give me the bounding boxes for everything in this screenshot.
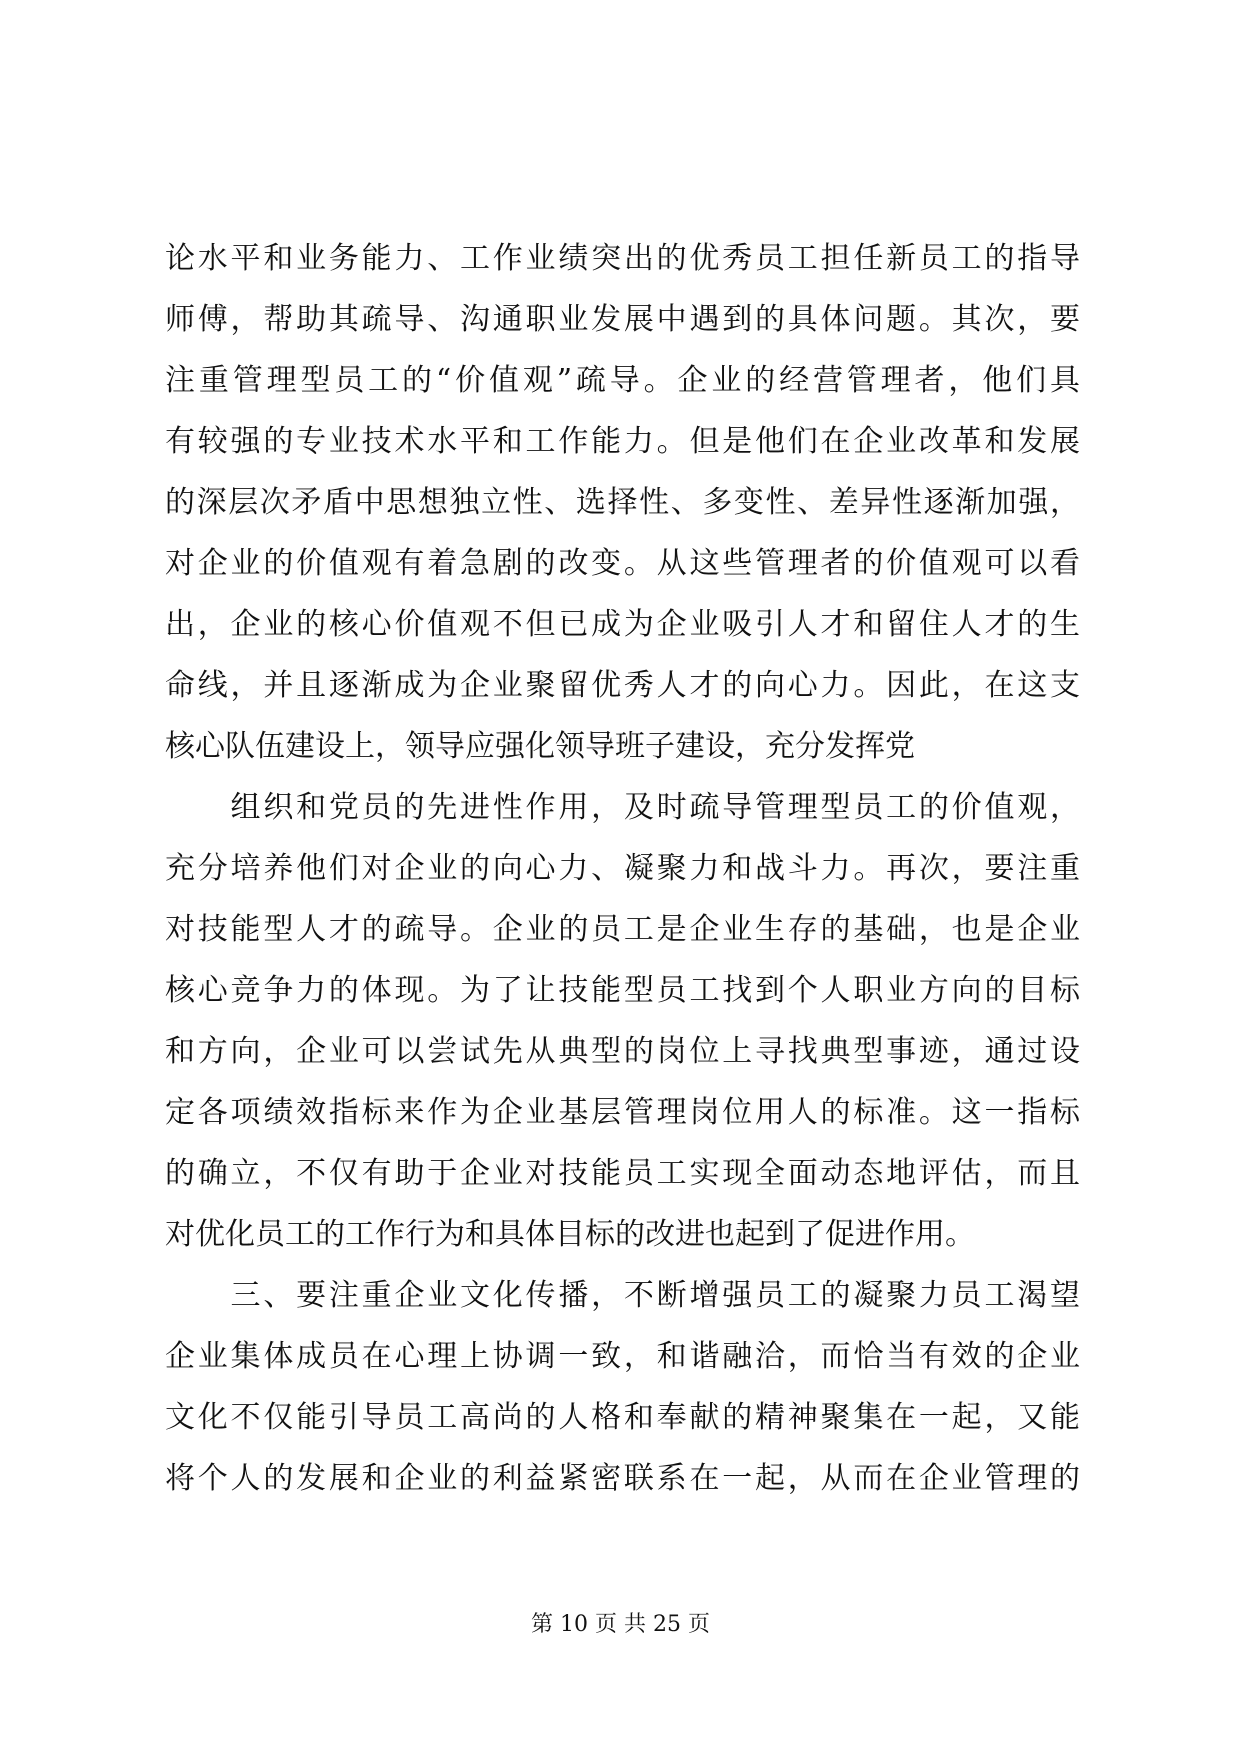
- text-line-5: 的深层次矛盾中思想独立性、选择性、多变性、差异性逐渐加强，: [165, 485, 1080, 520]
- text-line-18: 三、要注重企业文化传播，不断增强员工的凝聚力员工渴望: [165, 1278, 1080, 1313]
- text-line-6: 对企业的价值观有着急剧的改变。从这些管理者的价值观可以看: [165, 546, 1080, 581]
- page-number-footer: 第 10 页 共 25 页: [531, 1612, 710, 1637]
- text-line-3: 注重管理型员工的“价值观”疏导。企业的经营管理者，他们具: [165, 363, 1080, 398]
- body-text: [165, 228, 1080, 1509]
- text-line-14: 和方向，企业可以尝试先从典型的岗位上寻找典型事迹，通过设: [165, 1034, 1080, 1069]
- text-line-17: 对优化员工的工作行为和具体目标的改进也起到了促进作用。: [165, 1217, 975, 1252]
- text-line-15: 定各项绩效指标来作为企业基层管理岗位用人的标准。这一指标: [165, 1095, 1080, 1130]
- text-line-4: 有较强的专业技术水平和工作能力。但是他们在企业改革和发展: [165, 424, 1080, 459]
- text-line-9: 核心队伍建设上，领导应强化领导班子建设，充分发挥党: [165, 729, 915, 764]
- text-line-13: 核心竞争力的体现。为了让技能型员工找到个人职业方向的目标: [165, 973, 1080, 1008]
- text-line-20: 文化不仅能引导员工高尚的人格和奉献的精神聚集在一起，又能: [165, 1400, 1080, 1435]
- text-line-8: 命线，并且逐渐成为企业聚留优秀人才的向心力。因此，在这支: [165, 668, 1080, 703]
- text-line-16: 的确立，不仅有助于企业对技能员工实现全面动态地评估，而且: [165, 1156, 1080, 1191]
- text-line-11: 充分培养他们对企业的向心力、凝聚力和战斗力。再次，要注重: [165, 851, 1080, 886]
- text-line-1: 论水平和业务能力、工作业绩突出的优秀员工担任新员工的指导: [165, 241, 1080, 276]
- text-line-2: 师傅，帮助其疏导、沟通职业发展中遇到的具体问题。其次，要: [165, 302, 1080, 337]
- text-line-19: 企业集体成员在心理上协调一致，和谐融洽，而恰当有效的企业: [165, 1339, 1080, 1374]
- text-line-12: 对技能型人才的疏导。企业的员工是企业生存的基础，也是企业: [165, 912, 1080, 947]
- text-line-10: 组织和党员的先进性作用，及时疏导管理型员工的价值观，: [165, 790, 1080, 825]
- text-line-21: 将个人的发展和企业的利益紧密联系在一起，从而在企业管理的: [165, 1461, 1080, 1496]
- text-line-7: 出，企业的核心价值观不但已成为企业吸引人才和留住人才的生: [165, 607, 1080, 642]
